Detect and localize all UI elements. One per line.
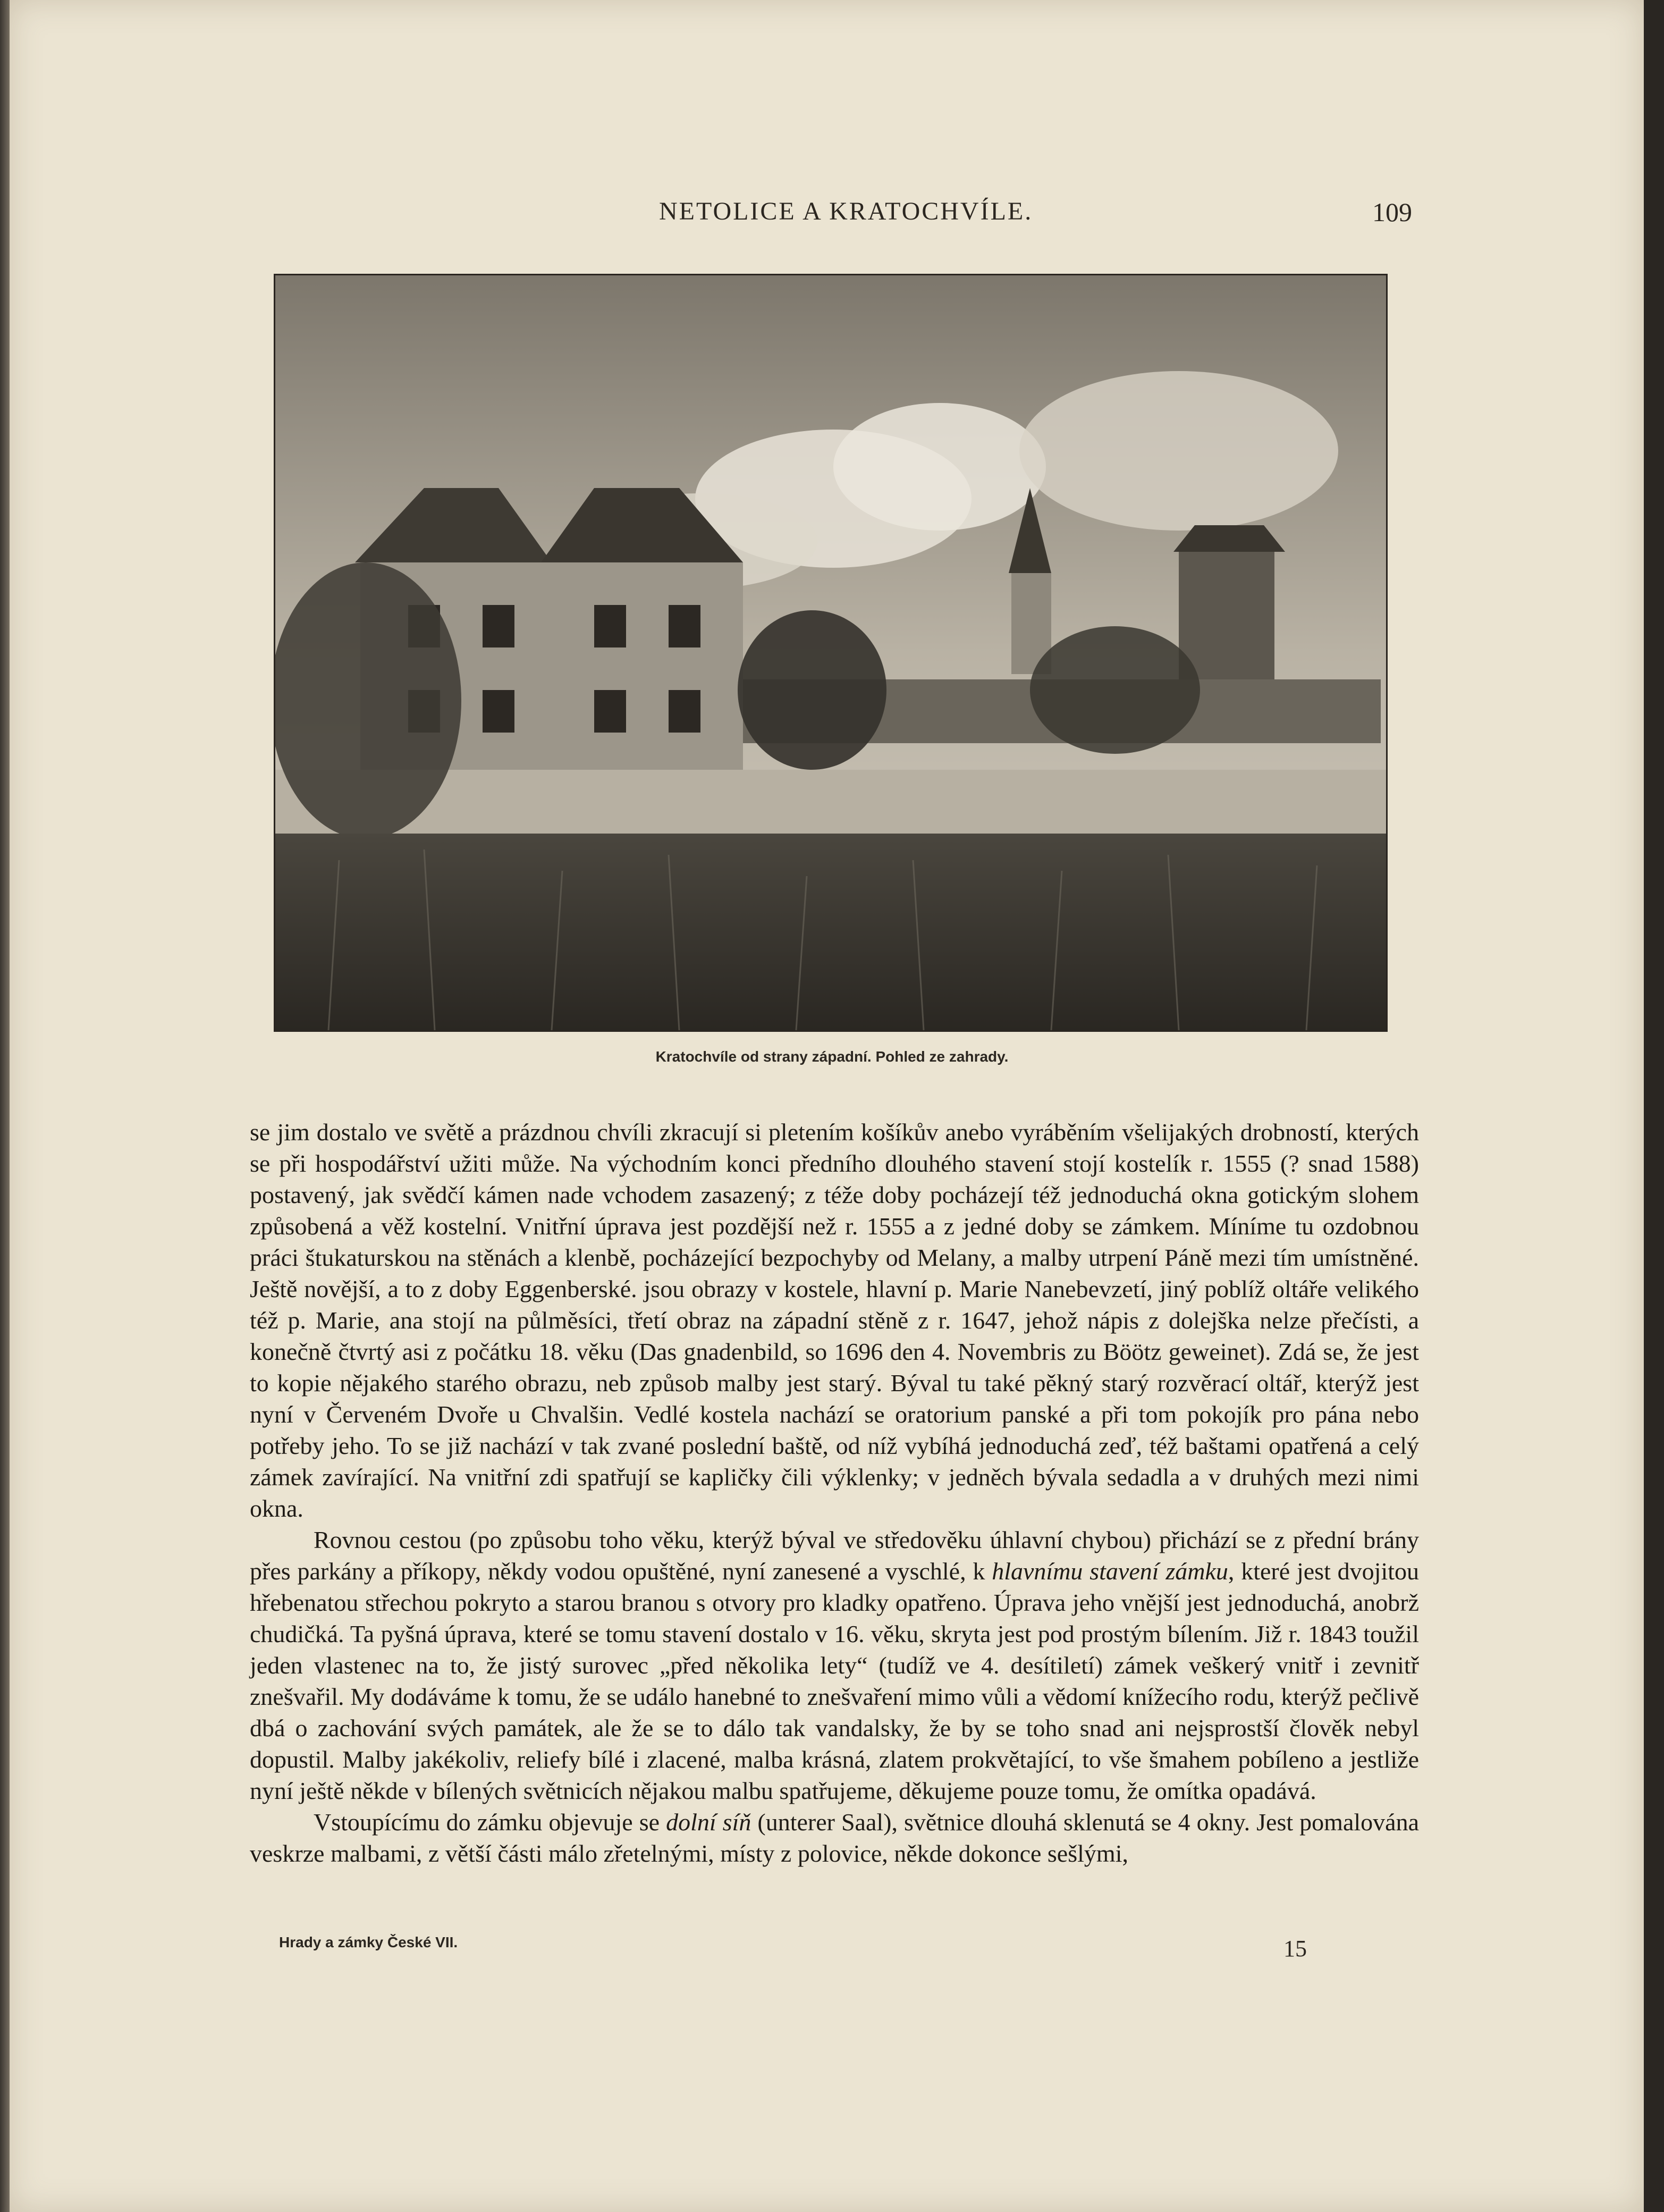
paragraph-2-text-a: Rovnou cestou (po způsobu toho věku, kterýž býval ve středověku úhlavní chybou) přichází se z přední brány přes parkány a příkopy, někdy vodou opuštěné, nyní zanesené a vyschlé, k bbox=[250, 1526, 1419, 1585]
paragraph-2-text-b: , které jest dvojitou hřebenatou střechou pokryto a starou branou s otvory pro kladky opatřeno. Úprava jeho vnější jest jednoduchá, anobrž chudičká. Ta pyšná úprava, které se tomu stavení dostalo v 16. věku, skryta jest pod prostým bílením. Již r. 1843 toužil jeden vlastenec na to, že jistý surovec „před několika lety“ (tudíž ve 4. desítiletí) zámek veškerý vnitř i zevnitř znešvařil. My dodáváme k tomu, že se událo hanebné to znešvaření mimo vůli a vědomí knížecího rodu, kterýž pečlivě dbá o zachování svých památek, ale že se to dálo tak vandalsky, že by se toho snad ani nejsprostší člověk nebyl dopustil. Malby jakékoliv, reliefy bílé i zlacené, malba krásná, zlatem prokvětající, to vše šmahem pobíleno a jestliže nyní ještě někde v bílených světnicích nějakou malbu spatřujeme, děkujeme pouze tomu, že omítka opadává. bbox=[250, 1558, 1420, 1804]
page-number: 109 bbox=[1372, 197, 1412, 227]
paragraph-1-text: se jim dostalo ve světě a prázdnou chvíli zkracují si pletením košíkův anebo vyráběním všelijakých drobností, kterých se při hospodářství užiti může. Na východním konci předního dlouhého stavení stojí kostelík r. 1555 (? snad 1588) postavený, jak svědčí kámen nade vchodem zasazený; z téže doby pocházejí též jednoduchá okna gotickým slohem způsobená a věž kostelní. Vnitřní úprava jest pozdější než r. 1555 a z jedné doby se zámkem. Míníme tu ozdobnou práci štukaturskou na stěnách a klenbě, pocházející bezpochyby od Melany, a malby utrpení Páně mezi tím umístněné. Ještě novější, a to z doby Eggenberské. jsou obrazy v kostele, hlavní p. Marie Nanebevzetí, jiný poblíž oltáře velikého též p. Marie, ana stojí na půlměsíci, třetí obraz na západní stěně z r. 1647, jehož nápis z dolejška nelze přečísti, a konečně čtvrtý asi z počátku 18. věku (Das gnadenbild, so 1696 den 4. Novembris zu Böötz geweinet). Zdá se, že jest to kopie nějakého starého obrazu, neb způsob malby jest starý. Býval tu také pěkný starý rozvěrací oltář, kterýž jest nyní v Červeném Dvoře u Chvalšin. Vedlé kostela nachází se oratorium panské a při tom pokojík pro pána nebo potřeby jeho. To se již nachází v tak zvané poslední baště, od níž vybíhá jednoduchá zeď, též baštami opatřená a celý zámek zavírající. Na vnitřní zdi spatřují se kapličky čili výklenky; v jedněch bývala sedadla a v druhých mezi nimi okna. bbox=[250, 1118, 1419, 1522]
figure-caption: Kratochvíle od strany západní. Pohled ze zahrady. bbox=[655, 1048, 1009, 1065]
paragraph-3-emphasis: dolní síň bbox=[666, 1809, 751, 1836]
running-title: NETOLICE A KRATOCHVÍLE. bbox=[659, 197, 1033, 225]
paragraph-3-text-a: Vstoupícímu do zámku objevuje se bbox=[314, 1809, 666, 1836]
signature-number: 15 bbox=[1283, 1936, 1307, 1962]
engraving-illustration bbox=[274, 274, 1388, 1032]
signature-mark: Hrady a zámky České VII. bbox=[279, 1934, 458, 1950]
body-text bbox=[250, 1116, 1419, 1869]
paragraph-3 bbox=[250, 1806, 1419, 1869]
paragraph-2 bbox=[250, 1524, 1419, 1806]
running-head bbox=[0, 197, 1664, 239]
paragraph-3-text-b: (unterer Saal), světnice dlouhá sklenutá se 4 okny. Jest pomalována veskrze malbami, z větší části málo zřetelnými, místy z polovice, někde dokonce sešlými, bbox=[250, 1809, 1419, 1867]
castle-engraving-image bbox=[275, 275, 1386, 1030]
paragraph-2-emphasis: hlavnímu stavení zámku bbox=[992, 1558, 1228, 1585]
paragraph-1 bbox=[250, 1116, 1419, 1524]
